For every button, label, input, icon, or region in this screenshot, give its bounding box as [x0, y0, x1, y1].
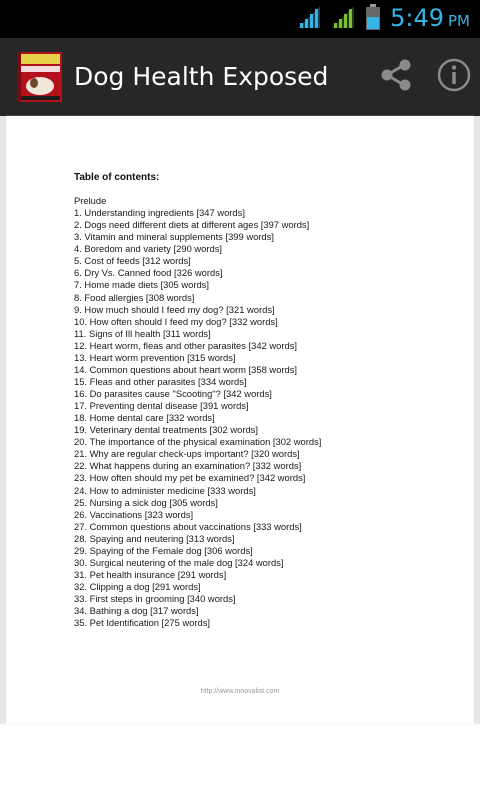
- toc-heading: Table of contents:: [74, 172, 160, 183]
- toc-item: Prelude: [74, 195, 107, 206]
- content-area: [0, 116, 480, 800]
- toc-item: 6. Dry Vs. Canned food [326 words]: [74, 267, 223, 279]
- toc-item: 17. Preventing dental disease [391 words]: [74, 400, 249, 412]
- wifi-signal-icon: [296, 4, 322, 35]
- toc-item: 8. Food allergies [308 words]: [74, 291, 195, 303]
- toc-item: 4. Boredom and variety [290 words]: [74, 243, 222, 255]
- clock-ampm: PM: [448, 11, 470, 30]
- toc-item: 18. Home dental care [332 words]: [74, 412, 215, 424]
- toc-item: 10. How often should I feed my dog? [332 words]: [74, 315, 278, 327]
- toc-item: 21. Why are regular check-ups important? [320 words]: [74, 448, 300, 460]
- toc-item: 7. Home made diets [305 words]: [74, 279, 209, 291]
- toc-item: 32. Clipping a dog [291 words]: [74, 581, 201, 592]
- clock-time: 5:49: [390, 3, 444, 32]
- document-viewer[interactable]: [0, 116, 480, 724]
- toc-item: 13. Heart worm prevention [315 words]: [74, 351, 236, 363]
- toc-item: 35. Pet Identification [275 words]: [74, 617, 211, 629]
- toc-item: 28. Spaying and neutering [313 words]: [74, 532, 235, 544]
- book-cover-icon[interactable]: [18, 52, 62, 102]
- toc-item: 2. Dogs need different diets at different ages [397 words]: [74, 219, 310, 231]
- toc-item: 20. The importance of the physical examination [302 words]: [74, 436, 322, 448]
- toc-item: 11. Signs of Ill health [311 words]: [74, 327, 211, 339]
- share-icon: [378, 57, 414, 98]
- info-icon: [436, 57, 472, 98]
- toc-item: 22. What happens during an examination? [332 words]: [74, 460, 302, 472]
- battery-icon: [364, 3, 382, 36]
- toc-item: 1. Understanding ingredients [347 words]: [74, 207, 245, 219]
- document-page: [6, 116, 474, 724]
- toc-item: 26. Vaccinations [323 words]: [74, 508, 194, 520]
- document-footer-url: http://www.innovalist.com: [200, 688, 280, 695]
- toc-item: 31. Pet health insurance [291 words]: [74, 568, 227, 580]
- share-button[interactable]: [376, 57, 416, 97]
- toc-item: 34. Bathing a dog [317 words]: [74, 605, 199, 617]
- status-bar: [0, 0, 480, 38]
- toc-item: 23. How often should my pet be examined? [342 words]: [74, 472, 306, 484]
- toc-item: 25. Nursing a sick dog [305 words]: [74, 496, 218, 508]
- toc-item: 30. Surgical neutering of the male dog [324 words]: [74, 556, 284, 568]
- toc-item: 12. Heart worm, fleas and other parasites [342 words]: [74, 339, 298, 351]
- toc-item: 5. Cost of feeds [312 words]: [74, 255, 191, 267]
- info-button[interactable]: [434, 57, 474, 97]
- action-bar: [0, 38, 480, 116]
- toc-item: 24. How to administer medicine [333 words]: [74, 484, 256, 496]
- toc-item: 19. Veterinary dental treatments [302 words]: [74, 424, 258, 436]
- toc-list: [74, 195, 321, 629]
- toc-item: 15. Fleas and other parasites [334 words]: [74, 375, 247, 387]
- toc-item: 16. Do parasites cause "Scooting"? [342 words]: [74, 388, 272, 399]
- toc-item: 14. Common questions about heart worm [358 words]: [74, 363, 298, 375]
- app-title: Dog Health Exposed: [74, 62, 329, 91]
- status-icons: [296, 4, 470, 34]
- toc-item: 3. Vitamin and mineral supplements [399 words]: [74, 231, 274, 243]
- toc-item: 29. Spaying of the Female dog [306 words]: [74, 544, 253, 556]
- toc-item: 33. First steps in grooming [340 words]: [74, 593, 236, 605]
- clock: [390, 3, 470, 36]
- toc-item: 9. How much should I feed my dog? [321 words]: [74, 303, 275, 315]
- cell-signal-icon: [330, 4, 356, 35]
- toc-item: 27. Common questions about vaccinations [333 words]: [74, 520, 302, 532]
